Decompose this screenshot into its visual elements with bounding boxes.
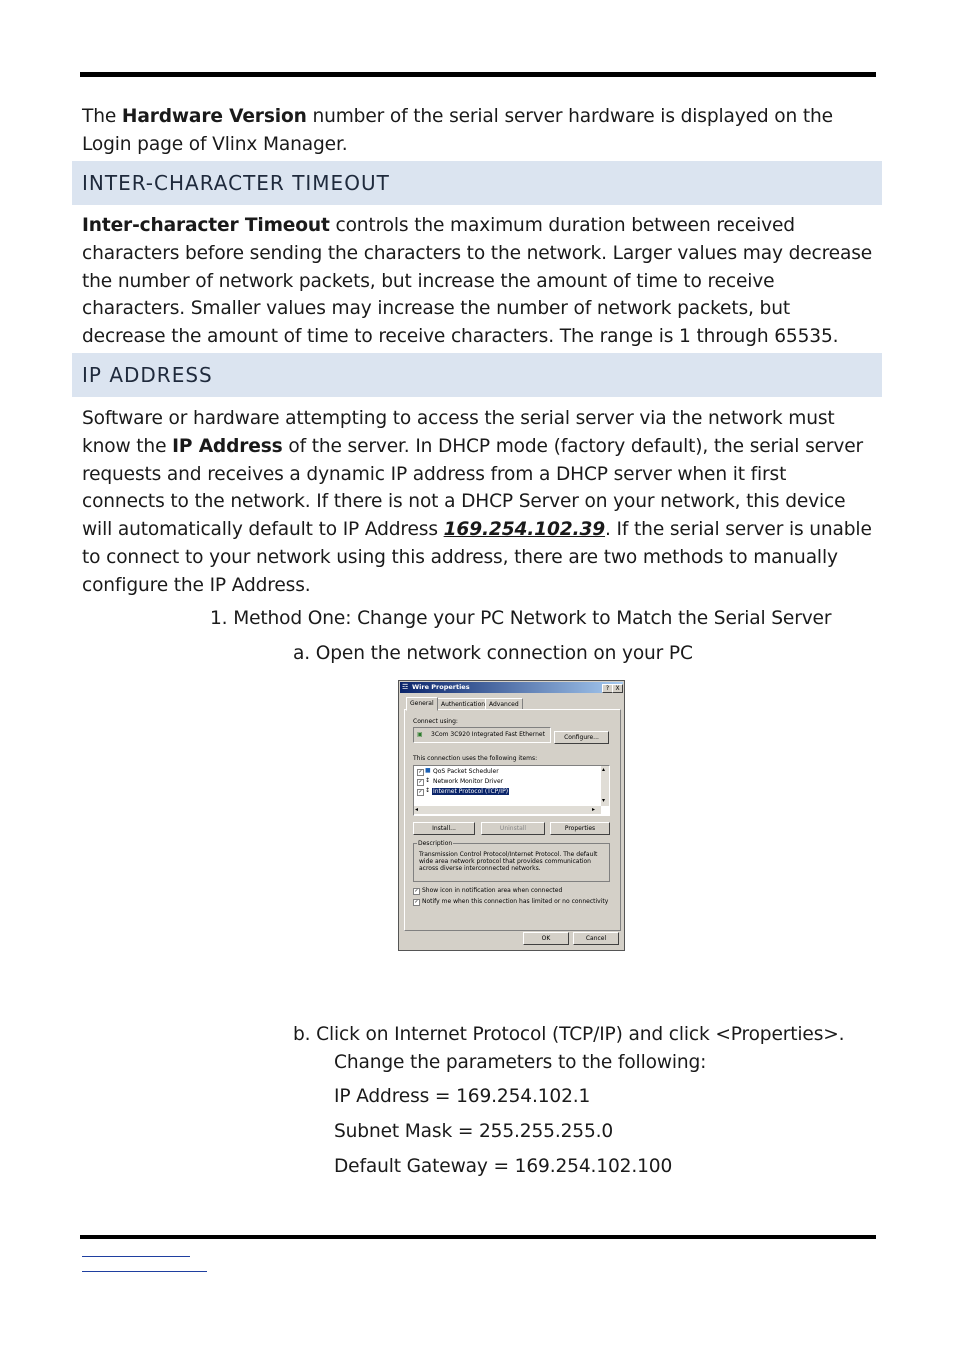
scroll-left-icon[interactable]: ◂ <box>415 806 419 813</box>
show-icon-label: Show icon in notification area when connected <box>422 887 563 894</box>
scroll-down-icon[interactable]: ▾ <box>602 797 606 804</box>
help-button[interactable]: ? <box>602 684 613 693</box>
notify-label: Notify me when this connection has limited or no connectivity <box>422 898 609 905</box>
checkbox-show-icon[interactable]: ✓ <box>414 888 419 894</box>
close-button[interactable]: X <box>612 684 623 693</box>
intro-text-post: number of the serial server hardware is displayed on the Login page of Vlinx Manager. <box>82 106 833 155</box>
ip-bold-term: IP Address <box>172 435 283 457</box>
connect-using-label: Connect using: <box>413 718 458 725</box>
ip-text-2: of the server. In DHCP mode (factory default), the serial server requests and receives a dynamic IP address from a DHCP server when it first connects to the network. If there is not a DHCP Server on your network, this device will automatically default to IP Address <box>82 435 864 541</box>
section-heading-label: IP ADDRESS <box>82 363 213 387</box>
header-rule <box>80 72 876 77</box>
network-icon: ☲ <box>402 683 409 691</box>
timeout-body-text: controls the maximum duration between received characters before sending the characters to the network. Larger values may decrease the number of network packets, but increase the amount of time to receive characters. Smaller values may increase the number of network packets, but decrease the amount of time to receive characters. The range is 1 through 65535. <box>82 215 873 348</box>
tab-authentication[interactable]: Authentication <box>437 698 489 710</box>
description-group <box>413 840 610 882</box>
properties-button[interactable]: Properties <box>550 822 610 835</box>
list-item-method-one: 1. Method One: Change your PC Network to Match the Serial Server <box>210 608 832 629</box>
ok-button[interactable]: OK <box>523 932 569 945</box>
section-heading-ip-address <box>72 353 882 397</box>
subnet-mask-setting: Subnet Mask = 255.255.255.0 <box>334 1121 614 1142</box>
tab-advanced[interactable]: Advanced <box>485 698 523 710</box>
tab-general[interactable]: General <box>406 697 438 711</box>
checkbox-tcpip[interactable]: ✓ <box>418 789 423 795</box>
intro-text-pre: The <box>82 106 122 127</box>
list-item-b: b. Click on Internet Protocol (TCP/IP) and click <Properties>. <box>293 1024 845 1045</box>
timeout-paragraph <box>82 212 874 351</box>
intro-paragraph <box>82 103 874 159</box>
timeout-bold-term: Inter-character Timeout <box>82 215 330 236</box>
dialog-title-bar <box>400 682 623 693</box>
scroll-right-icon[interactable]: ▸ <box>592 806 596 813</box>
list-item[interactable]: Network Monitor Driver <box>433 778 504 785</box>
list-item-a: a. Open the network connection on your PC <box>293 643 693 664</box>
cancel-button[interactable]: Cancel <box>573 932 619 945</box>
list-item-selected[interactable]: Internet Protocol (TCP/IP) <box>433 788 509 795</box>
scroll-up-icon[interactable]: ▴ <box>602 766 606 773</box>
default-gateway-setting: Default Gateway = 169.254.102.100 <box>334 1156 673 1177</box>
protocol-icon: ↕ <box>425 777 431 784</box>
section-heading-label: INTER-CHARACTER TIMEOUT <box>82 171 390 195</box>
items-label: This connection uses the following items: <box>413 755 538 762</box>
description-label: Description <box>418 840 453 847</box>
wire-properties-dialog <box>398 680 625 951</box>
vertical-scrollbar[interactable] <box>601 766 609 806</box>
footer-link-underline-1[interactable] <box>82 1256 190 1257</box>
ip-text-3: . If the serial server is unable to connect to your network using this address, there are two methods to manually configure the IP Address. <box>82 519 872 596</box>
configure-button[interactable]: Configure... <box>554 731 609 744</box>
adapter-name: 3Com 3C920 Integrated Fast Ethernet <box>431 731 545 738</box>
list-item[interactable]: QoS Packet Scheduler <box>433 768 499 775</box>
ip-paragraph <box>82 405 874 600</box>
general-panel <box>404 709 621 931</box>
adapter-icon: ▣ <box>417 731 423 738</box>
footer-rule <box>80 1235 876 1239</box>
components-list[interactable] <box>413 765 610 816</box>
horizontal-scrollbar[interactable] <box>414 806 601 814</box>
ip-address-setting: IP Address = 169.254.102.1 <box>334 1086 591 1107</box>
scheduler-icon: ■ <box>425 767 431 774</box>
intro-bold-term: Hardware Version <box>121 106 307 127</box>
checkbox-qos[interactable]: ✓ <box>418 769 423 775</box>
protocol-icon: ↕ <box>425 787 431 794</box>
uninstall-button: Uninstall <box>481 822 545 835</box>
checkbox-notify[interactable]: ✓ <box>414 899 419 905</box>
dialog-title: Wire Properties <box>412 683 470 691</box>
default-ip-value: 169.254.102.39 <box>443 519 606 541</box>
list-item-b-continuation: Change the parameters to the following: <box>334 1052 707 1073</box>
footer-link-underline-2[interactable] <box>82 1271 207 1272</box>
checkbox-monitor[interactable]: ✓ <box>418 779 423 785</box>
ip-text-1: Software or hardware attempting to access the serial server via the network must know the <box>82 408 835 457</box>
install-button[interactable]: Install... <box>413 822 475 835</box>
section-heading-inter-character-timeout <box>72 161 882 205</box>
description-text: Transmission Control Protocol/Internet Protocol. The default wide area network protocol that provides communication across diverse interconnected networks. <box>419 851 598 872</box>
adapter-field <box>413 727 551 743</box>
